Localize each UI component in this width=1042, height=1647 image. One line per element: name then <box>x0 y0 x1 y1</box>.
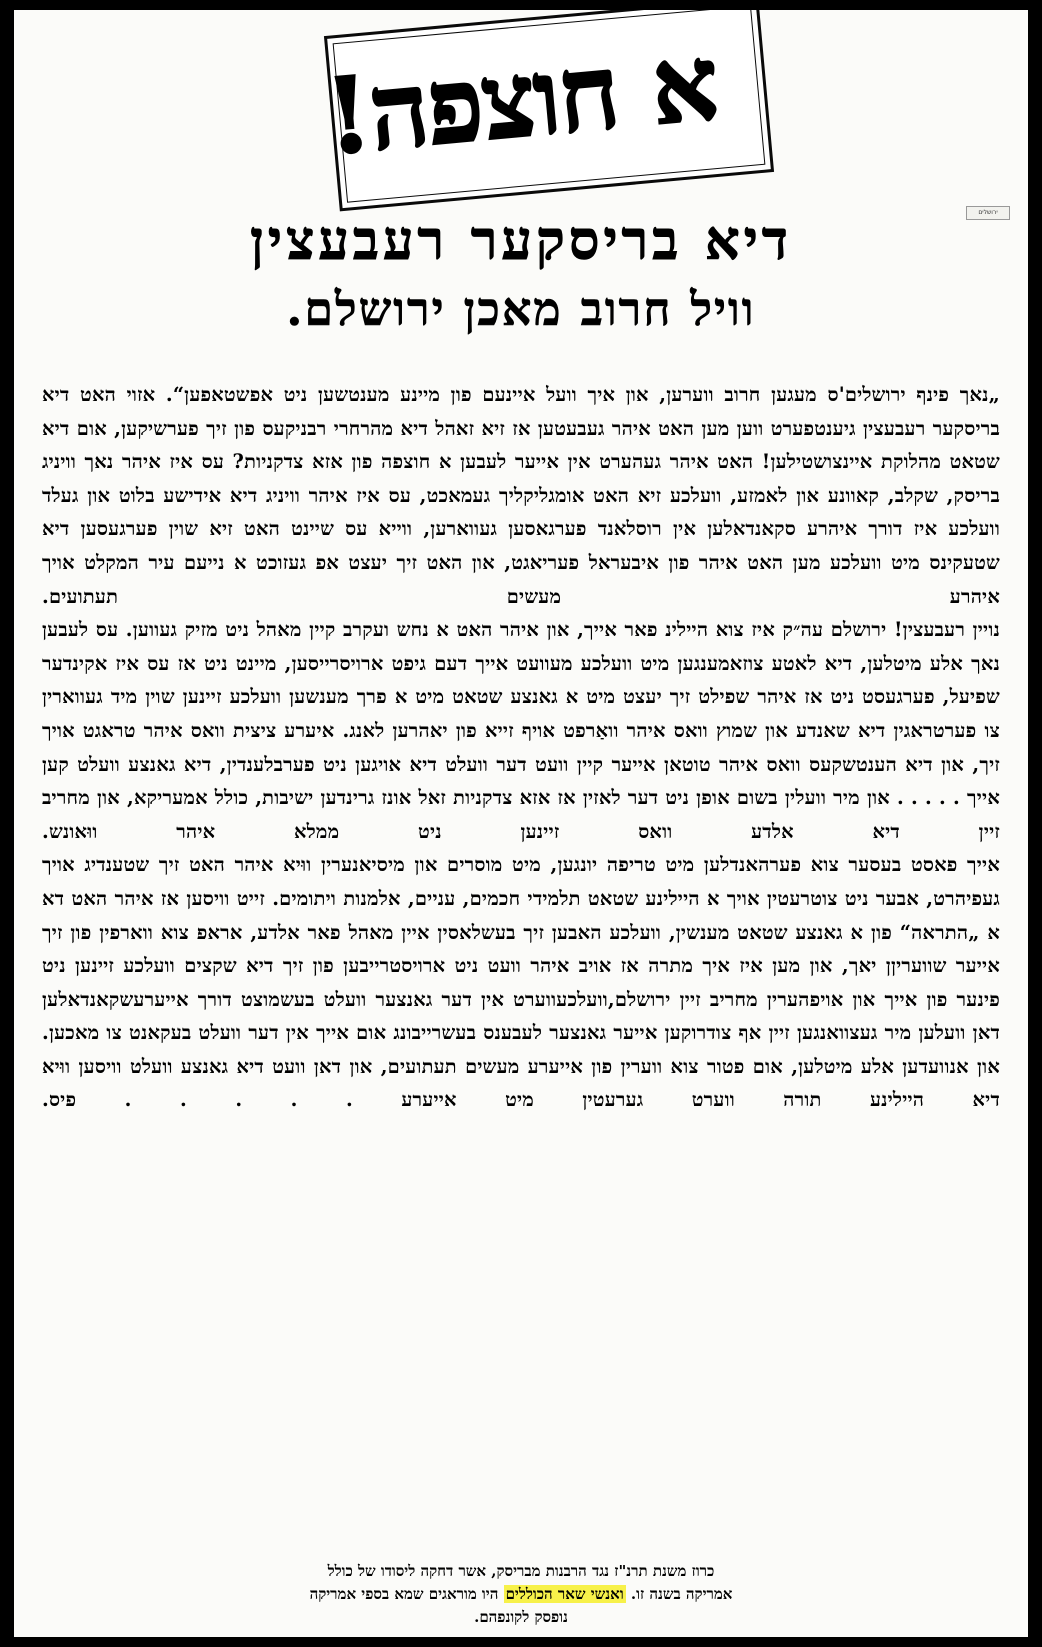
poster-sheet <box>14 10 1028 1637</box>
footer-line-3: נופסק לקונפהם. <box>474 1608 568 1626</box>
footer-note <box>42 1560 1000 1629</box>
footer-line-2-post: היו מוראגים שמא בספי אמריקה <box>309 1585 504 1603</box>
footer-line-2 <box>42 1583 1000 1606</box>
stamp-mark: ירושלים <box>966 206 1010 220</box>
banner-word: א חוצפה! <box>320 20 722 179</box>
paragraph-2: נויין רעבעצין! ירושלם עה״ק איז צוא היילינ פאר אייך, און איהר האט א נחש ועקרב קיין מאהל ניט מזיק געווען. עס לעבען נאך אלע מיטלען, דיא לאטע צוזאמענגען מיט וועלכע מעוועט אייך דעם גיפט ארויסרייסען, מיינט ניט אז עס איז אקינדער שפיעל, פערגעסט ניט אז איהר שפילט זיך יעצט מיט א גאנצע שטאט מיט א פרך מענשען וועלכע זיינען שוין מיד געווארין צו פערטראגין דיא שאנדע און שמוץ וואס איהר וואַרפט אויף זייא פון יאהרען לאנג. איערע ציצית וואס איהר טראגט אויך זיך, און דיא הענטשקעס וואס איהר טוטאן אייער קיין וועט דער וועלט דיא אויגען ניט פערבלענדין, דיא גאנצע וועלט קען אייך . . . . . און מיר וועלין בשום אופן ניט דער לאזין אז אזא צדקניות זאל אונז גרינדען ישיבות, כולל אמעריקא, און מחריב זיין דיא אלדע וואס זיינען ניט ממלא איהר ווּאונש. <box>42 618 1000 843</box>
footer-line-2-pre: אמריקה בשנה זו. <box>625 1585 733 1603</box>
paragraph-1: „נאך פינף ירושלים'ס מעגען חרוב ווערען, און איך וועל איינעם פון מיינע מענטשען ניט אפשטאפען“. אזוי האט דיא בריסקער רעבעצין גיענטפערט ווען מען האט איהר געבעטען אז זיא זאהל דיא מהרחרי רבניקעס פון זיך פערשיקען, אום דיא שטאט מהלוקת איינצושטילען! האט איהר געהערט אין אייער לעבען א חוצפה פון אזא צדקניות? עס איז איהר נאך וויניג בריסק, שקלב, קאוונע און לאמזע, וועלכע זיא האט אומגליקליך געמאכט, עס איז איהר וויניג דיא אידישע בלוט און געלד וועלכע איז דורך איהרע סקאנדאלען אין רוסלאנד פערגאסען געווארען, ווייא עס שיינט האט זיא שוין פערגעסען דיא שטעקינס מיט וועלכע מען האט איהר פון איבעראל פעריאגט, און האט זיך יעצט אפ געזוכט א נייעם עיר המקלט אויך איהרע מעשים תעתועים. <box>42 383 1000 608</box>
poster-body <box>42 378 1000 1117</box>
masthead <box>14 10 1028 370</box>
headline-line-2: וויל חרוב מאכן ירושלם. <box>286 282 756 336</box>
footer-line-1: כרוז משנת תרנ"ז נגד הרבנות מבריסק, אשר דחקה ליסודו של כולל <box>327 1562 715 1580</box>
footer-highlight: ואנשי שאר הכוללים <box>505 1585 624 1603</box>
paragraph-3: אייך פאסט בעסער צוא פערהאנדלען מיט טריפה יונגען, מיט מוסרים און מיסיאנערין ווּיא איהר האט זיך שטענדיג אויך געפיהרט, אבער ניט צוטרעטין אויך א היילינע שטאט תלמידי חכמים, עניים, אלמנות ויתומים. זייט וויסען אז איהר האט דא א „התראה“ פון א גאנצע שטאט מענשין, וועלכע האבען זיך בעשלאסין איין מאהל פאר אלדע, אראפ צוא ווארפין פון זיך אייער שוועריןן יאך, און מען איז איך מתרה אז אויב איהר וועט ניט ארויסטרייבען פון זיך דיא שקצים וועלכע זיינען ניט פינער פון אייך און אויפהערין מחריב זיין ירושלם,וועלכעווערט אין דער גאנצער וועלט בעשמוצט דורך אייערעשקאנדאלען דאן וועלען מיר געצוואנגען זיין אף צודרוקען אייער גאנצער לעבענס בעשרייבונג אום אייך אין דער וועלט בעקאנט צו מאכען. און אנוועדען אלע מיטלען, אום פטור צוא ווערין פון אייערע מעשים תעתועים, און דאן וועט דיא גאנצע וועלט וויסען ווּיא דיא היילינע תורה ווערט גערעטין מיט אייערע . . . . . פיס. <box>42 853 1000 1112</box>
headline-line-1: דיא בריסקער רעבעצין <box>250 208 792 272</box>
